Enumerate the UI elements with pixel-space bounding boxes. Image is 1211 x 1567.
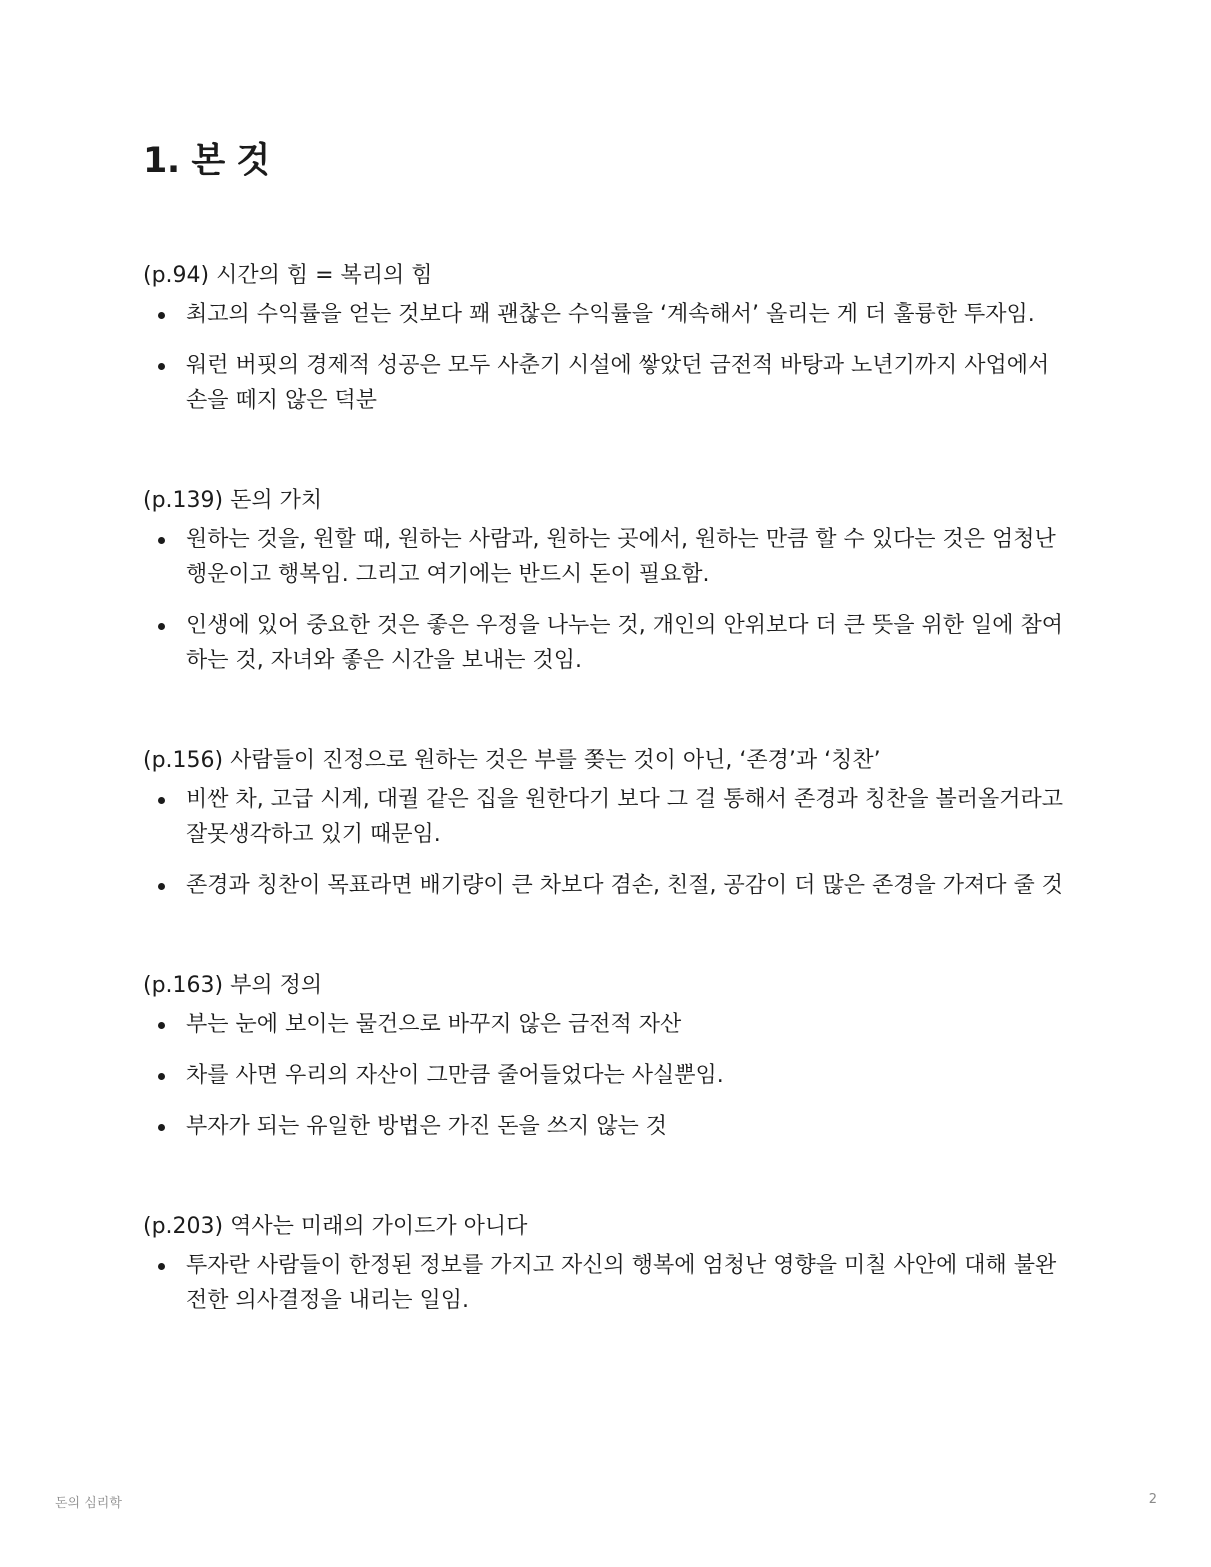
page-heading: 1. 본 것 xyxy=(143,141,270,181)
bullet-item xyxy=(143,868,1073,903)
bullet-text: 최고의 수익률을 얻는 것보다 꽤 괜찮은 수익률을 ‘계속해서’ 올리는 게 더 훌륭한 투자임. xyxy=(186,302,1035,327)
bullet-item xyxy=(143,1248,1073,1318)
bullet-dot-icon xyxy=(158,1124,165,1131)
bullet-dot-icon xyxy=(158,537,165,544)
footer-page-number: 2 xyxy=(1148,1492,1157,1507)
section-p163 xyxy=(143,969,1073,1144)
section-title: (p.203) 역사는 미래의 가이드가 아니다 xyxy=(143,1214,528,1239)
bullet-dot-icon xyxy=(158,312,165,319)
bullet-dot-icon xyxy=(158,623,165,630)
bullet-item xyxy=(143,1058,1073,1093)
section-p94 xyxy=(143,259,1073,418)
bullet-dot-icon xyxy=(158,1073,165,1080)
bullet-list xyxy=(143,297,1073,418)
bullet-list xyxy=(143,782,1073,903)
section-title: (p.139) 돈의 가치 xyxy=(143,488,323,513)
bullet-item xyxy=(143,608,1073,678)
section-p139 xyxy=(143,484,1073,678)
bullet-text: 투자란 사람들이 한정된 정보를 가지고 자신의 행복에 엄청난 영향을 미칠 사안에 대해 불완전한 의사결정을 내리는 일임. xyxy=(186,1253,1057,1313)
bullet-text: 인생에 있어 중요한 것은 좋은 우정을 나누는 것, 개인의 안위보다 더 큰 뜻을 위한 일에 참여하는 것, 자녀와 좋은 시간을 보내는 것임. xyxy=(186,613,1063,673)
bullet-item xyxy=(143,1109,1073,1144)
bullet-text: 원하는 것을, 원할 때, 원하는 사람과, 원하는 곳에서, 원하는 만큼 할 수 있다는 것은 엄청난 행운이고 행복임. 그리고 여기에는 반드시 돈이 필요함. xyxy=(186,527,1056,587)
section-title: (p.94) 시간의 힘 = 복리의 힘 xyxy=(143,263,433,288)
bullet-dot-icon xyxy=(158,363,165,370)
bullet-dot-icon xyxy=(158,797,165,804)
bullet-text: 차를 사면 우리의 자산이 그만큼 줄어들었다는 사실뿐임. xyxy=(186,1063,724,1088)
bullet-item xyxy=(143,782,1073,852)
bullet-item xyxy=(143,348,1073,418)
bullet-text: 비싼 차, 고급 시계, 대궐 같은 집을 원한다기 보다 그 걸 통해서 존경과 칭찬을 볼러올거라고 잘못생각하고 있기 때문임. xyxy=(186,787,1063,847)
bullet-dot-icon xyxy=(158,1022,165,1029)
bullet-dot-icon xyxy=(158,1263,165,1270)
page-content xyxy=(143,138,1073,1384)
bullet-list xyxy=(143,522,1073,678)
bullet-list xyxy=(143,1007,1073,1144)
bullet-item xyxy=(143,1007,1073,1042)
section-p156 xyxy=(143,744,1073,903)
section-p203 xyxy=(143,1210,1073,1318)
bullet-text: 부는 눈에 보이는 물건으로 바꾸지 않은 금전적 자산 xyxy=(186,1012,682,1037)
section-title: (p.163) 부의 정의 xyxy=(143,973,323,998)
bullet-text: 존경과 칭찬이 목표라면 배기량이 큰 차보다 겸손, 친절, 공감이 더 많은 존경을 가져다 줄 것 xyxy=(186,873,1063,898)
bullet-item xyxy=(143,522,1073,592)
bullet-text: 부자가 되는 유일한 방법은 가진 돈을 쓰지 않는 것 xyxy=(186,1114,667,1139)
bullet-item xyxy=(143,297,1073,332)
section-title: (p.156) 사람들이 진정으로 원하는 것은 부를 쫒는 것이 아닌, ‘존경’과 ‘칭찬’ xyxy=(143,748,881,773)
bullet-list xyxy=(143,1248,1073,1318)
bullet-text: 워런 버핏의 경제적 성공은 모두 사춘기 시설에 쌓았던 금전적 바탕과 노년기까지 사업에서 손을 떼지 않은 덕분 xyxy=(186,353,1050,413)
bullet-dot-icon xyxy=(158,883,165,890)
footer-book-title: 돈의 심리학 xyxy=(55,1496,122,1511)
